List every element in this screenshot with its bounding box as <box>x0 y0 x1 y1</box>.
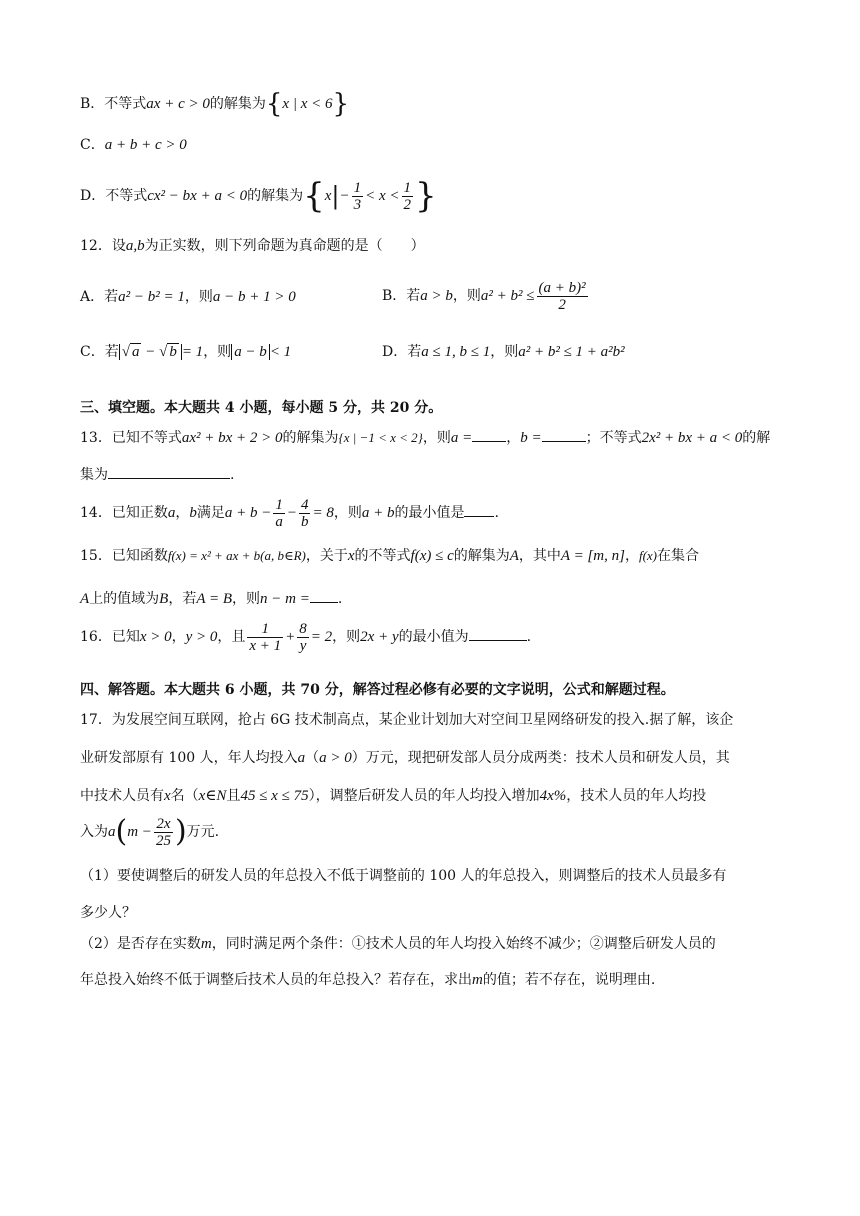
q17-line-4 <box>80 812 219 852</box>
fraction <box>273 497 285 530</box>
var: a <box>297 750 306 766</box>
text: （ <box>305 750 320 766</box>
numerator: (a + b)² <box>538 279 586 296</box>
denominator: b <box>300 513 309 530</box>
math-expr: = 1 <box>181 344 204 360</box>
q11-option-b <box>80 89 350 119</box>
math-expr: a + b − <box>224 505 272 521</box>
operator: − <box>286 505 297 521</box>
math-expr: f(x) ≤ c <box>410 548 454 564</box>
text: ，同时满足两个条件：①技术人员的年人均投入始终不减少；②调整后研发人员的 <box>211 936 716 952</box>
q12-option-b <box>382 276 590 316</box>
var: a <box>108 824 116 840</box>
text: ，若 <box>168 591 197 607</box>
text: ，则 <box>232 591 261 607</box>
math-expr: x∈N <box>198 788 227 804</box>
brace: { <box>265 89 283 119</box>
math-expr: a² − b² = 1 <box>118 289 185 305</box>
var: A <box>509 548 519 564</box>
math-expr: a − b + 1 > 0 <box>212 289 296 305</box>
fraction <box>537 280 588 313</box>
lt: < x < <box>365 188 400 204</box>
text: 入为 <box>80 824 108 840</box>
text: 16．已知 <box>80 629 140 645</box>
option-label: C．若 <box>80 344 119 360</box>
q12-option-d <box>382 342 625 362</box>
var: A <box>80 591 90 607</box>
math-expr: f(x) = x² + ax + b(a, b∈R) <box>167 548 306 563</box>
text: 的解集为 <box>453 548 510 564</box>
q17-sub2-line-1 <box>80 934 716 954</box>
numerator: 4 <box>300 496 309 513</box>
q14-line <box>80 493 499 533</box>
fraction <box>247 621 283 654</box>
math-expr: = 2 <box>310 629 333 645</box>
brace: } <box>415 176 437 216</box>
var: x <box>324 188 332 204</box>
text: ，则 <box>490 344 519 360</box>
text: . <box>337 591 343 607</box>
section-4-title: 四、解答题。本大题共 6 小题，共 70 分，解答过程必修有必要的文字说明，公式和解题过程。 <box>80 682 675 698</box>
math-expr: ax² + bx + 2 > 0 <box>181 430 283 446</box>
math-expr: a² + b² ≤ <box>480 288 535 304</box>
bar: | <box>331 182 340 210</box>
text: 的最小值是 <box>394 505 465 521</box>
numerator: 1 <box>275 496 283 513</box>
numerator: 1 <box>353 179 362 196</box>
fraction <box>299 497 311 530</box>
text: 13．已知不等式 <box>80 430 182 446</box>
math-expr: b = <box>520 430 542 446</box>
denominator: 3 <box>353 196 362 213</box>
math-expr: cx² − bx + a < 0 <box>147 188 248 204</box>
option-label: B．若 <box>382 288 421 304</box>
radicand: b <box>169 344 177 360</box>
fraction <box>402 180 414 213</box>
text: ，技术人员的年人均投 <box>566 788 707 804</box>
text: ，关于 <box>305 548 348 564</box>
var: m <box>472 972 483 988</box>
fraction <box>297 621 309 654</box>
text: 的解集为 <box>282 430 339 446</box>
math-expr: n − m = <box>260 591 310 607</box>
q12-option-c <box>80 342 291 362</box>
denominator: y <box>299 637 307 654</box>
answer-blank-set[interactable] <box>108 464 230 479</box>
q12-stem <box>80 236 425 256</box>
text: 上的值域为 <box>89 591 160 607</box>
text: 15．已知函数 <box>80 548 168 564</box>
text: ，则 <box>452 288 481 304</box>
answer-blank[interactable] <box>464 502 494 517</box>
fraction <box>352 180 364 213</box>
text: 14．已知正数 <box>80 505 168 521</box>
q12-option-a <box>80 287 296 307</box>
math-expr: a² + b² ≤ 1 + a²b² <box>518 344 625 360</box>
text: 业研发部原有 100 人，年人均投入 <box>80 750 298 766</box>
answer-blank-b[interactable] <box>542 427 586 442</box>
text: . <box>494 505 499 521</box>
option-label: D．若 <box>382 344 422 360</box>
set-expr: x | x < 6 <box>282 96 333 112</box>
section-3-title: 三、填空题。本大题共 4 小题，每小题 5 分，共 20 分。 <box>80 400 443 416</box>
text: ，则 <box>203 344 232 360</box>
text: ）万元，现把研发部人员分成两类：技术人员和研发人员，其 <box>351 750 730 766</box>
text: 的解 <box>742 430 771 446</box>
minus: − <box>339 188 350 204</box>
answer-blank[interactable] <box>469 626 527 641</box>
math-expr: f(x) <box>638 548 657 563</box>
math-expr: a > b <box>420 288 453 304</box>
math-expr: a ≤ 1, b ≤ 1 <box>421 344 491 360</box>
math-expr: m − <box>127 824 152 840</box>
abs-expr: √ a − √ b <box>119 344 182 360</box>
math-expr: ax + c > 0 <box>146 96 210 112</box>
text: ，则 <box>332 629 361 645</box>
q15-line-1 <box>80 546 699 566</box>
text: 12．设 <box>80 238 126 254</box>
text: 为正实数，则下列命题为真命题的是（ ） <box>144 238 425 254</box>
numerator: 2x <box>154 816 173 833</box>
numerator: 1 <box>403 179 412 196</box>
text: ， <box>506 430 521 446</box>
option-label: C． <box>80 137 105 153</box>
paren: ( <box>115 814 128 849</box>
denominator: 2 <box>403 196 412 213</box>
text: ， <box>175 505 190 521</box>
math-expr: A = [m, n] <box>560 548 625 564</box>
option-label: D．不等式 <box>80 188 148 204</box>
text: ， <box>624 548 639 564</box>
q17-sub1-line-1: （1）要使调整后的研发人员的年总投入不低于调整前的 100 人的年总投入，则调整后的技术人员最多有 <box>80 868 727 884</box>
numerator: 8 <box>299 620 307 637</box>
text: 中技术人员有 <box>80 788 164 804</box>
math-expr: {x | −1 < x < 2} <box>338 430 423 445</box>
text: 在集合 <box>657 548 699 564</box>
var: x <box>164 788 171 804</box>
q13-line-1 <box>80 427 770 448</box>
answer-blank-a[interactable] <box>472 427 506 442</box>
math-expr: a = <box>450 430 473 446</box>
text: ），调整后研发人员的年人均投入增加 <box>308 788 540 804</box>
math-expr: 2x + y <box>360 629 399 645</box>
math-expr: a + b <box>361 505 395 521</box>
q13-line-2 <box>80 464 234 485</box>
text: ，则 <box>333 505 362 521</box>
brace: } <box>332 89 350 119</box>
text: 的最小值为 <box>398 629 469 645</box>
var: m <box>200 936 212 952</box>
text: 满足 <box>196 505 225 521</box>
numerator: 1 <box>247 621 283 638</box>
q17-sub2-line-2 <box>80 970 655 990</box>
math-expr: 2x² + bx + a < 0 <box>641 430 743 446</box>
text: 年总投入始终不低于调整后技术人员的年总投入？若存在，求出 <box>80 972 472 988</box>
text: （2）是否存在实数 <box>80 936 201 952</box>
math-expr: = 8 <box>312 505 334 521</box>
text: 且 <box>226 788 241 804</box>
text: ，则 <box>422 430 451 446</box>
fraction <box>154 816 173 849</box>
math-expr: y > 0 <box>185 629 218 645</box>
text: 的不等式 <box>354 548 411 564</box>
text: . <box>230 467 235 483</box>
math-expr: x > 0 <box>139 629 172 645</box>
q11-option-c <box>80 135 187 155</box>
q15-line-2 <box>80 588 342 609</box>
math-expr: a > 0 <box>319 750 352 766</box>
text: 名（ <box>170 788 199 804</box>
radicand: a <box>131 344 140 360</box>
text: ；不等式 <box>585 430 642 446</box>
text: 集为 <box>80 467 108 483</box>
var: a,b <box>125 238 145 254</box>
denominator: a <box>275 513 283 530</box>
var: x <box>347 548 355 564</box>
var: B <box>159 591 169 607</box>
q17-line-1: 17．为发展空间互联网，抢占 6G 技术制高点，某企业计划加大对空间卫星网络研发的投入.据了解，该企 <box>80 712 734 728</box>
text: . <box>526 629 532 645</box>
var: b <box>189 505 197 521</box>
math-expr: 45 ≤ x ≤ 75 <box>240 788 309 804</box>
text: ，则 <box>184 289 213 305</box>
operator: + <box>285 629 296 645</box>
math-expr: 4x% <box>539 788 567 804</box>
q11-option-d <box>80 176 437 216</box>
q17-line-3 <box>80 786 706 806</box>
text: 万元. <box>186 824 220 840</box>
denominator: 2 <box>558 296 566 313</box>
denominator: x + 1 <box>249 637 282 654</box>
text: 的值；若不存在，说明理由. <box>482 972 656 988</box>
answer-blank[interactable] <box>310 588 338 603</box>
text: ，其中 <box>518 548 561 564</box>
q17-sub1-line-2: 多少人？ <box>80 905 136 921</box>
text: ，且 <box>217 629 246 645</box>
abs-expr: a − b <box>231 344 270 360</box>
text: ， <box>171 629 186 645</box>
q16-line <box>80 617 531 657</box>
option-label: A．若 <box>80 289 119 305</box>
option-label: B．不等式 <box>80 96 147 112</box>
math-expr: a + b + c > 0 <box>104 137 187 153</box>
denominator: 25 <box>155 832 171 849</box>
var: a <box>167 505 176 521</box>
text: 的解集为 <box>247 188 304 204</box>
paren: ) <box>174 814 187 849</box>
brace: { <box>303 176 325 216</box>
math-expr: < 1 <box>269 344 292 360</box>
math-expr: A = B <box>196 591 233 607</box>
q17-line-2 <box>80 748 730 768</box>
text: 的解集为 <box>209 96 266 112</box>
